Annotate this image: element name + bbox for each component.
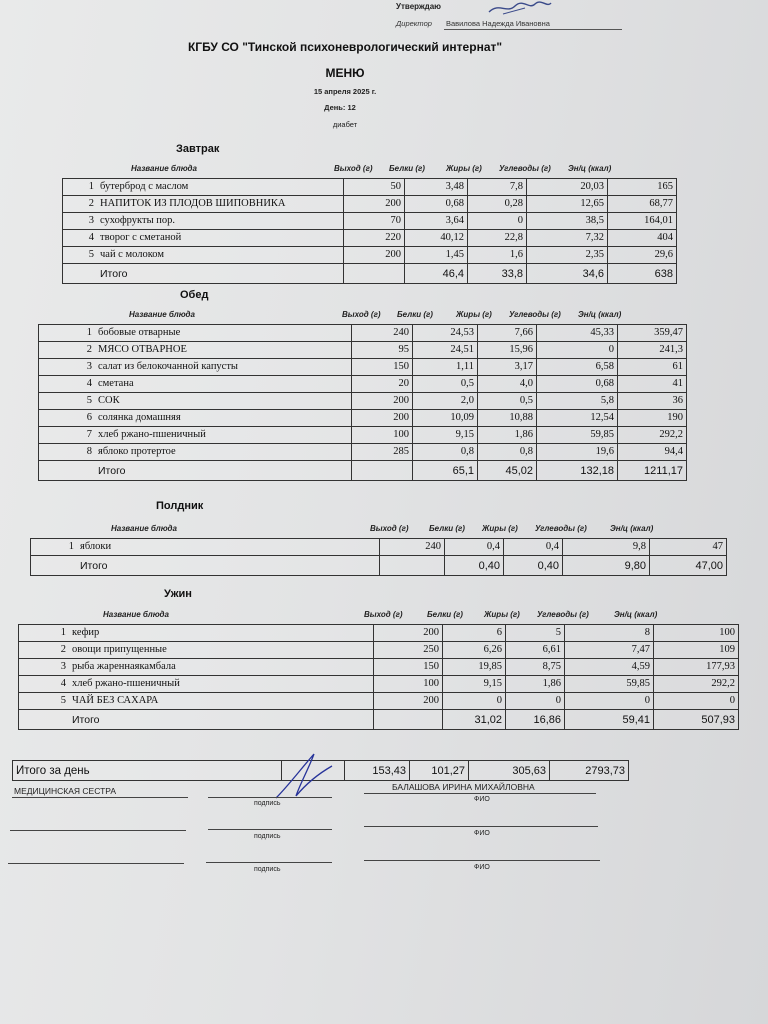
organization-title: КГБУ СО "Тинской психоневрологический интернат" [187,40,503,54]
signature-line-1 [208,797,332,798]
total-fat: 33,8 [468,264,527,284]
cell-carbs: 9,8 [563,539,650,556]
row-number: 7 [39,427,96,444]
total-row [31,556,727,576]
row-number: 3 [63,213,98,230]
cell-energy: 61 [618,359,687,376]
cell-yield: 200 [374,693,443,710]
menu-day: День: 12 [324,103,356,112]
cell-name: рыба жареннаякамбала [69,659,374,676]
total-label: Итого [77,556,380,576]
signature-line-2 [208,829,332,830]
row-number: 1 [39,325,96,342]
day-total-protein: 153,43 [345,761,410,781]
cell-protein: 0,8 [413,444,478,461]
menu-diet: диабет [332,120,358,129]
table-row [39,342,687,359]
cell-protein: 19,85 [443,659,506,676]
cell-fat: 8,75 [506,659,565,676]
signature-line-3 [206,862,332,863]
table-row [39,427,687,444]
cell-name: сухофрукты пор. [97,213,344,230]
cell-yield: 220 [344,230,405,247]
row-number: 3 [39,359,96,376]
total-fat: 16,86 [506,710,565,730]
cell-name: хлеб ржано-пшеничный [95,427,352,444]
cell-carbs: 59,85 [565,676,654,693]
cell-name: НАПИТОК ИЗ ПЛОДОВ ШИПОВНИКА [97,196,344,213]
row-number: 4 [39,376,96,393]
cell-fat: 0 [506,693,565,710]
total-empty [352,461,413,481]
total-row [19,710,739,730]
total-fat: 0,40 [504,556,563,576]
cell-energy: 177,93 [654,659,739,676]
column-header-name: Название блюда [129,310,195,319]
cell-yield: 240 [380,539,445,556]
cell-name: яблоки [77,539,380,556]
cell-yield: 95 [352,342,413,359]
cell-energy: 29,6 [608,247,677,264]
cell-yield: 70 [344,213,405,230]
cell-energy: 47 [650,539,727,556]
signature-label-2: подпись [254,833,281,840]
cell-protein: 2,0 [413,393,478,410]
column-header-fat: Жиры (г) [456,310,492,319]
day-total-label: Итого за день [13,761,282,781]
column-header-fat: Жиры (г) [484,610,520,619]
cell-protein: 24,51 [413,342,478,359]
table-row [63,196,677,213]
cell-yield: 150 [352,359,413,376]
cell-energy: 241,3 [618,342,687,359]
column-header-fat: Жиры (г) [482,524,518,533]
cell-protein: 24,53 [413,325,478,342]
total-row [39,461,687,481]
cell-fat: 1,86 [506,676,565,693]
cell-name: яблоко протертое [95,444,352,461]
total-carbs: 9,80 [563,556,650,576]
meal-title: Полдник [156,500,204,512]
cell-energy: 68,77 [608,196,677,213]
total-empty [380,556,445,576]
column-header-protein: Белки (г) [389,164,425,173]
cell-protein: 40,12 [405,230,468,247]
cell-name: бобовые отварные [95,325,352,342]
cell-carbs: 7,47 [565,642,654,659]
cell-protein: 9,15 [413,427,478,444]
column-header-energy: Эн/ц (ккал) [568,164,612,173]
cell-fat: 4,0 [478,376,537,393]
column-header-yield: Выход (г) [364,610,403,619]
cell-fat: 7,8 [468,179,527,196]
cell-yield: 20 [352,376,413,393]
column-header-carbs: Углеводы (г) [537,610,589,619]
table-row [39,359,687,376]
director-label: Директор [396,19,432,28]
meal-title: Ужин [164,588,192,600]
cell-carbs: 5,8 [537,393,618,410]
fio-line-1 [364,793,596,794]
fio-label-1: ФИО [474,796,490,803]
cell-carbs: 0,68 [537,376,618,393]
cell-carbs: 8 [565,625,654,642]
cell-carbs: 20,03 [527,179,608,196]
fio-line-3 [364,860,600,861]
table-row [39,325,687,342]
cell-fat: 3,17 [478,359,537,376]
cell-fat: 0,28 [468,196,527,213]
cell-fat: 0,5 [478,393,537,410]
table-row [31,539,727,556]
cell-fat: 22,8 [468,230,527,247]
signature-label-3: подпись [254,866,281,873]
column-header-carbs: Углеводы (г) [535,524,587,533]
cell-carbs: 7,32 [527,230,608,247]
fio-label-2: ФИО [474,830,490,837]
cell-protein: 9,15 [443,676,506,693]
cell-carbs: 45,33 [537,325,618,342]
cell-energy: 109 [654,642,739,659]
cell-carbs: 2,35 [527,247,608,264]
cell-carbs: 6,58 [537,359,618,376]
cell-yield: 285 [352,444,413,461]
column-header-fat: Жиры (г) [446,164,482,173]
cell-protein: 6,26 [443,642,506,659]
cell-protein: 3,64 [405,213,468,230]
total-row [63,264,677,284]
column-header-energy: Эн/ц (ккал) [578,310,622,319]
cell-carbs: 12,65 [527,196,608,213]
cell-yield: 200 [344,247,405,264]
row-number: 5 [63,247,98,264]
column-header-protein: Белки (г) [429,524,465,533]
menu-date: 15 апреля 2025 г. [313,87,377,96]
row-number: 5 [19,693,70,710]
cell-energy: 165 [608,179,677,196]
cell-name: солянка домашняя [95,410,352,427]
table-row [19,693,739,710]
cell-protein: 3,48 [405,179,468,196]
cell-fat: 5 [506,625,565,642]
row-number: 2 [63,196,98,213]
row-number: 2 [19,642,70,659]
column-header-protein: Белки (г) [397,310,433,319]
cell-yield: 100 [352,427,413,444]
cell-yield: 250 [374,642,443,659]
table-row [19,676,739,693]
cell-name: МЯСО ОТВАРНОЕ [95,342,352,359]
total-carbs: 132,18 [537,461,618,481]
cell-carbs: 59,85 [537,427,618,444]
cell-fat: 7,66 [478,325,537,342]
cell-fat: 0 [468,213,527,230]
total-energy: 1211,17 [618,461,687,481]
total-carbs: 34,6 [527,264,608,284]
row-number: 8 [39,444,96,461]
row-number: 3 [19,659,70,676]
column-header-carbs: Углеводы (г) [499,164,551,173]
cell-energy: 404 [608,230,677,247]
table-row [63,247,677,264]
row-number: 4 [19,676,70,693]
total-empty [31,556,78,576]
cell-yield: 100 [374,676,443,693]
column-header-energy: Эн/ц (ккал) [610,524,654,533]
cell-protein: 1,11 [413,359,478,376]
cell-protein: 1,45 [405,247,468,264]
day-total-energy: 2793,73 [550,761,629,781]
total-fat: 45,02 [478,461,537,481]
cell-fat: 1,6 [468,247,527,264]
cell-carbs: 0 [565,693,654,710]
cell-yield: 200 [344,196,405,213]
nurse-line-2 [10,830,186,831]
cell-protein: 6 [443,625,506,642]
column-header-name: Название блюда [131,164,197,173]
nurse-name: БАЛАШОВА ИРИНА МИХАЙЛОВНА [392,782,535,792]
total-empty [344,264,405,284]
cell-name: чай с молоком [97,247,344,264]
table-row [63,230,677,247]
cell-name: ЧАЙ БЕЗ САХАРА [69,693,374,710]
cell-energy: 292,2 [654,676,739,693]
meal-table [30,538,727,576]
total-protein: 0,40 [445,556,504,576]
row-number: 1 [31,539,78,556]
cell-carbs: 12,54 [537,410,618,427]
cell-fat: 6,61 [506,642,565,659]
column-header-yield: Выход (г) [334,164,373,173]
cell-carbs: 4,59 [565,659,654,676]
total-label: Итого [97,264,344,284]
cell-energy: 164,01 [608,213,677,230]
cell-fat: 0,4 [504,539,563,556]
director-signature [485,0,555,18]
total-energy: 638 [608,264,677,284]
nurse-line-3 [8,863,184,864]
cell-fat: 10,88 [478,410,537,427]
cell-name: сметана [95,376,352,393]
cell-energy: 41 [618,376,687,393]
cell-energy: 190 [618,410,687,427]
cell-name: хлеб ржано-пшеничный [69,676,374,693]
cell-protein: 0,5 [413,376,478,393]
cell-carbs: 19,6 [537,444,618,461]
cell-protein: 0,4 [445,539,504,556]
column-header-yield: Выход (г) [370,524,409,533]
fio-line-2 [364,826,598,827]
cell-energy: 0 [654,693,739,710]
cell-name: СОК [95,393,352,410]
cell-fat: 1,86 [478,427,537,444]
total-empty [63,264,98,284]
cell-name: творог с сметаной [97,230,344,247]
day-total-fat: 101,27 [410,761,469,781]
cell-protein: 10,09 [413,410,478,427]
cell-carbs: 0 [537,342,618,359]
row-number: 5 [39,393,96,410]
total-empty [19,710,70,730]
cell-energy: 36 [618,393,687,410]
director-name: Вавилова Надежда Ивановна [446,19,550,28]
table-row [19,642,739,659]
cell-protein: 0,68 [405,196,468,213]
approve-label: Утверждаю [396,2,441,11]
cell-name: салат из белокочанной капусты [95,359,352,376]
meal-title: Обед [180,289,209,301]
meal-title: Завтрак [176,143,220,155]
cell-yield: 200 [352,410,413,427]
column-header-protein: Белки (г) [427,610,463,619]
total-empty [39,461,96,481]
row-number: 2 [39,342,96,359]
nurse-line [12,797,188,798]
cell-yield: 200 [352,393,413,410]
total-protein: 31,02 [443,710,506,730]
table-row [39,376,687,393]
row-number: 6 [39,410,96,427]
total-energy: 507,93 [654,710,739,730]
cell-energy: 292,2 [618,427,687,444]
column-header-energy: Эн/ц (ккал) [614,610,658,619]
day-total-carbs: 305,63 [469,761,550,781]
cell-yield: 50 [344,179,405,196]
table-row [39,393,687,410]
cell-protein: 0 [443,693,506,710]
cell-energy: 359,47 [618,325,687,342]
signature-label-1: подпись [254,800,281,807]
cell-yield: 200 [374,625,443,642]
table-row [39,444,687,461]
cell-energy: 94,4 [618,444,687,461]
table-row [63,213,677,230]
total-label: Итого [69,710,374,730]
total-energy: 47,00 [650,556,727,576]
cell-name: бутерброд с маслом [97,179,344,196]
total-protein: 46,4 [405,264,468,284]
meal-table [18,624,739,730]
cell-fat: 0,8 [478,444,537,461]
cell-energy: 100 [654,625,739,642]
fio-label-3: ФИО [474,864,490,871]
cell-fat: 15,96 [478,342,537,359]
table-row [63,179,677,196]
cell-name: кефир [69,625,374,642]
total-protein: 65,1 [413,461,478,481]
menu-title: МЕНЮ [325,66,365,80]
meal-table [62,178,677,284]
director-line [444,29,622,30]
total-empty [374,710,443,730]
cell-yield: 150 [374,659,443,676]
column-header-carbs: Углеводы (г) [509,310,561,319]
row-number: 1 [19,625,70,642]
column-header-name: Название блюда [111,524,177,533]
row-number: 4 [63,230,98,247]
table-row [39,410,687,427]
nurse-signature [270,748,340,804]
row-number: 1 [63,179,98,196]
cell-carbs: 38,5 [527,213,608,230]
meal-table [38,324,687,481]
cell-yield: 240 [352,325,413,342]
column-header-name: Название блюда [103,610,169,619]
total-carbs: 59,41 [565,710,654,730]
table-row [19,625,739,642]
total-label: Итого [95,461,352,481]
table-row [19,659,739,676]
column-header-yield: Выход (г) [342,310,381,319]
nurse-title: МЕДИЦИНСКАЯ СЕСТРА [14,786,117,796]
cell-name: овощи припущенные [69,642,374,659]
